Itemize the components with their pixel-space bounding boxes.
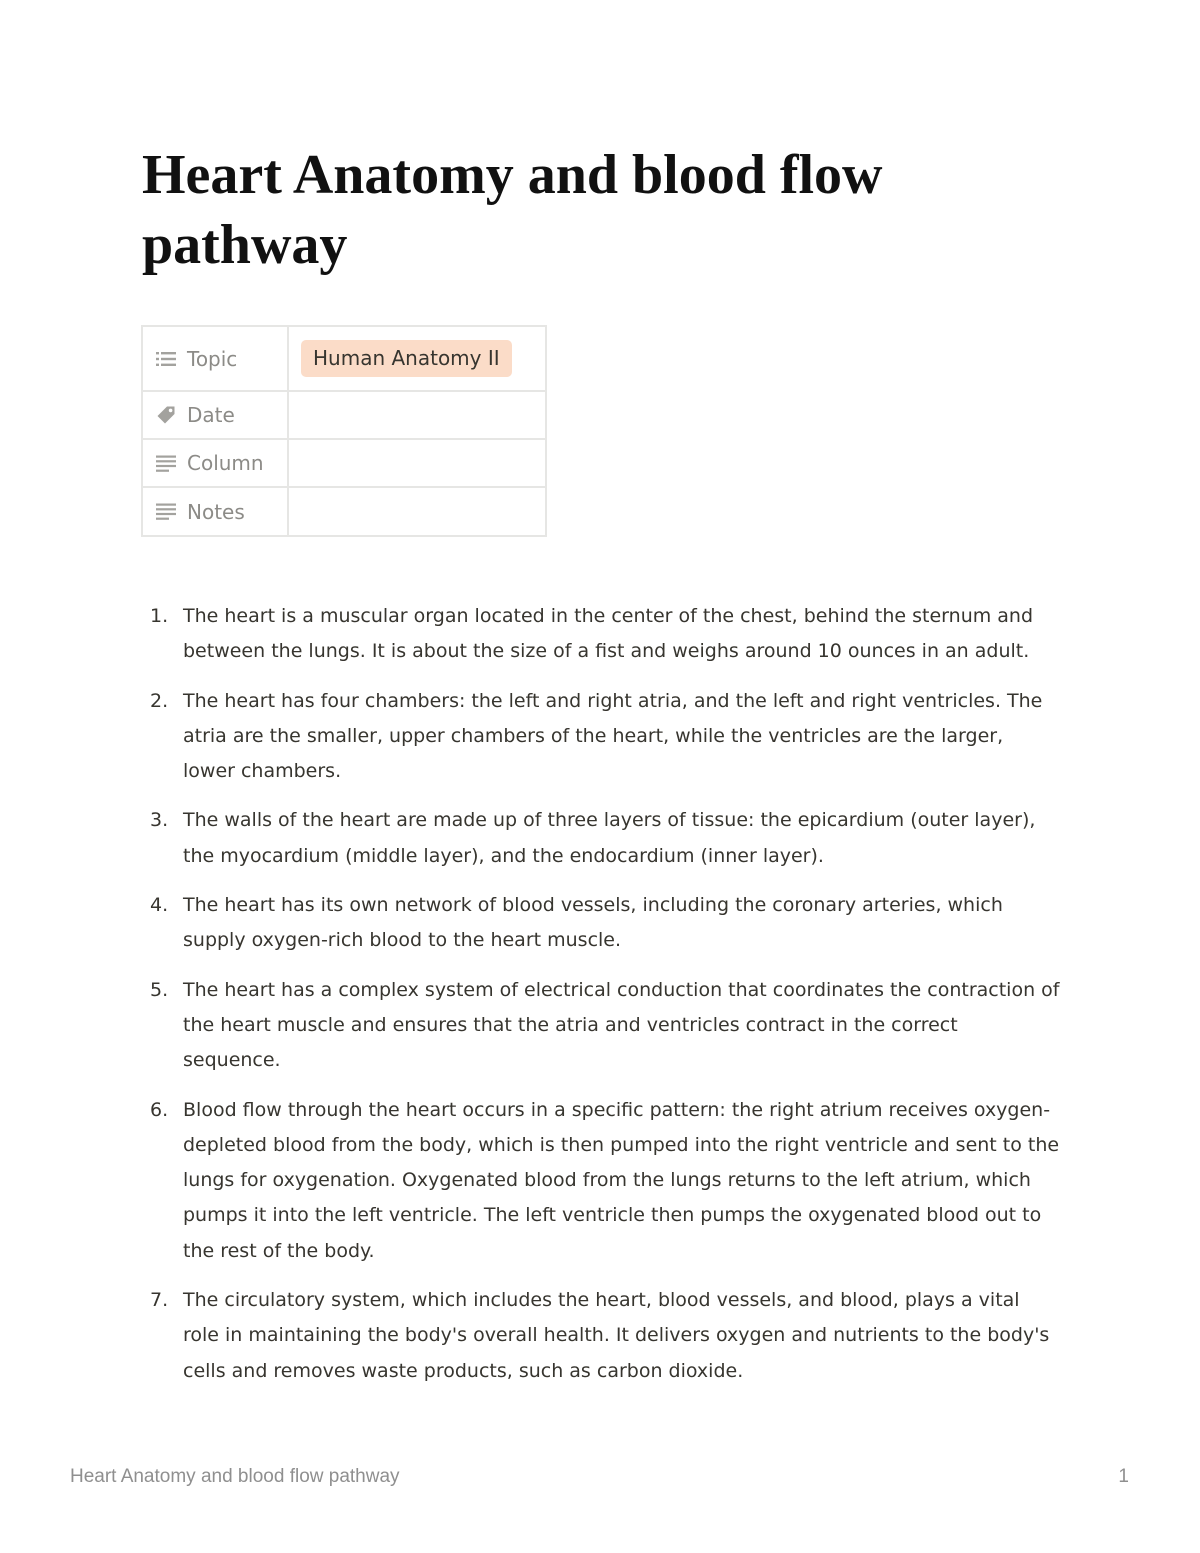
list-item-number: 5.	[150, 978, 169, 1001]
list-item-number: 4.	[150, 894, 169, 917]
list-item-text: The heart has four chambers: the left and right atria, and the left and right ventricles. The atria are the smaller, upper chambers of the heart, while the ventricles are the larger, lower chambers.	[183, 689, 1043, 783]
tag-icon	[155, 404, 177, 426]
list-item	[150, 599, 1060, 670]
list-item	[150, 1093, 1060, 1269]
list-item	[150, 1283, 1060, 1389]
property-row-notes	[142, 487, 546, 536]
list-item-number: 7.	[150, 1289, 169, 1312]
property-row-column	[142, 439, 546, 487]
list-item-text: The heart has a complex system of electrical conduction that coordinates the contraction of the heart muscle and ensures that the atria and ventricles contract in the correct sequence.	[183, 978, 1060, 1072]
property-label-topic: Topic	[187, 346, 238, 371]
list-item	[150, 684, 1060, 790]
property-key	[142, 326, 288, 391]
text-lines-icon	[155, 452, 177, 474]
list-item-text: Blood flow through the heart occurs in a specific pattern: the right atrium receives oxygen-depleted blood from the body, which is then pumped into the right ventricle and sent to the lungs for oxygenation. Oxygenated blood from the lungs returns to the left atrium, which pumps it into the left ventricle. The left ventricle then pumps the oxygenated blood out to the rest of the body.	[183, 1098, 1060, 1262]
topic-tag[interactable]: Human Anatomy II	[301, 340, 512, 377]
list-item	[150, 803, 1060, 874]
list-item-text: The heart has its own network of blood vessels, including the coronary arteries, which supply oxygen-rich blood to the heart muscle.	[183, 894, 1003, 952]
list-item-number: 2.	[150, 689, 169, 712]
property-row-date	[142, 391, 546, 439]
list-item	[150, 888, 1060, 959]
list-item-text: The heart is a muscular organ located in the center of the chest, behind the sternum and between the lungs. It is about the size of a fist and weighs around 10 ounces in an adult.	[183, 605, 1034, 663]
property-key	[142, 487, 288, 536]
property-row-topic	[142, 326, 546, 391]
page-title: Heart Anatomy and blood flow pathway	[142, 144, 883, 276]
list-item-text: The walls of the heart are made up of three layers of tissue: the epicardium (outer layer), the myocardium (middle layer), and the endocardium (inner layer).	[183, 809, 1036, 867]
numbered-list	[150, 599, 1060, 1403]
list-item-number: 3.	[150, 809, 169, 832]
properties-table	[141, 325, 547, 537]
property-label-notes: Notes	[187, 499, 245, 524]
property-value-topic[interactable]	[288, 326, 546, 391]
list-item-number: 1.	[150, 605, 169, 627]
list-item	[150, 973, 1060, 1079]
footer-title: Heart Anatomy and blood flow pathway	[70, 1466, 400, 1487]
property-value-date[interactable]	[288, 391, 546, 439]
property-label-date: Date	[187, 403, 235, 427]
property-value-column[interactable]	[288, 439, 546, 487]
property-key	[142, 391, 288, 439]
list-item-text: The circulatory system, which includes the heart, blood vessels, and blood, plays a vital role in maintaining the body's overall health. It delivers oxygen and nutrients to the body's cells and removes waste products, such as carbon dioxide.	[183, 1289, 1050, 1382]
text-lines-icon	[155, 501, 177, 523]
page-number: 1	[1118, 1466, 1129, 1487]
list-icon	[155, 348, 177, 370]
list-item-number: 6.	[150, 1098, 169, 1121]
property-label-column: Column	[187, 451, 264, 475]
property-value-notes[interactable]	[288, 487, 546, 536]
property-key	[142, 439, 288, 487]
